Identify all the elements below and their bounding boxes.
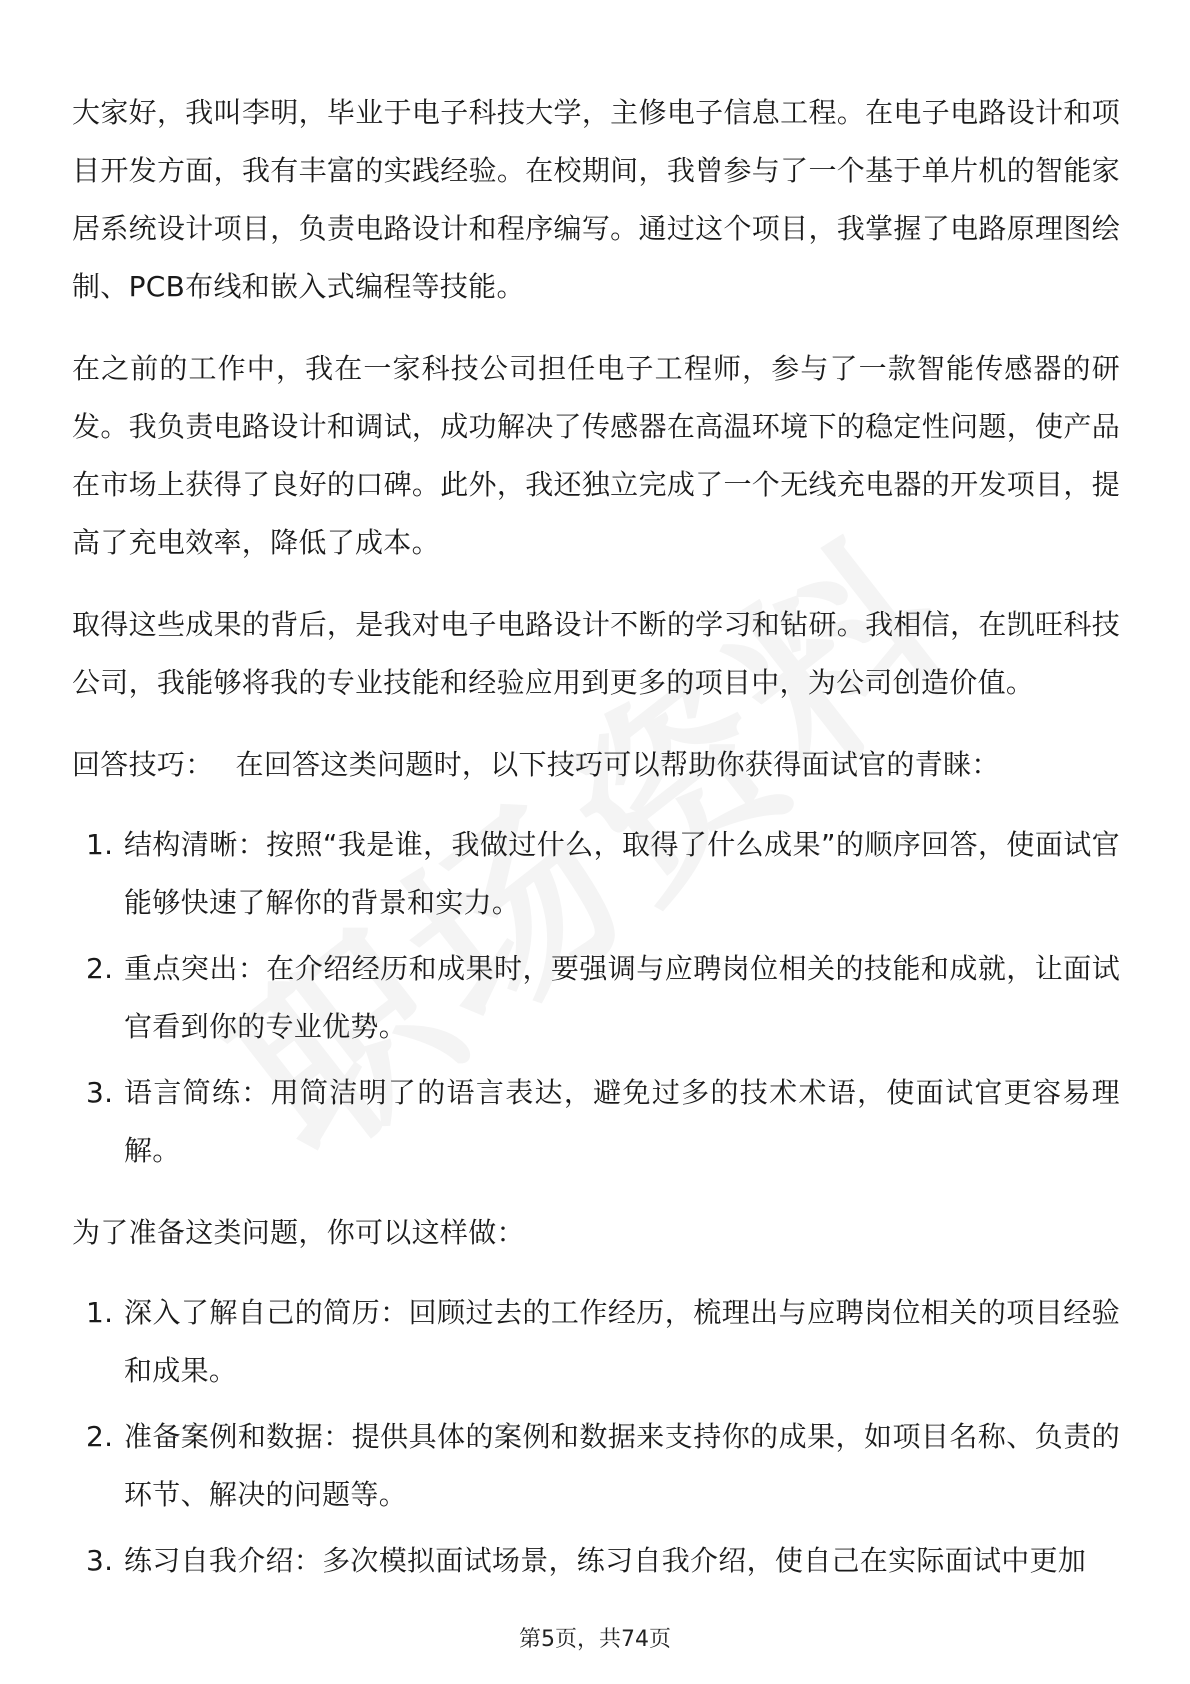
list-text: 语言简练：用简洁明了的语言表达，避免过多的技术术语，使面试官更容易理解。 [124,1076,1120,1167]
list-number: 1. [86,828,114,861]
list-number: 3. [86,1544,114,1577]
list-text: 重点突出：在介绍经历和成果时，要强调与应聘岗位相关的技能和成就，让面试官看到你的专业优势。 [124,952,1120,1043]
list-item [72,816,1120,932]
list-number: 2. [86,1420,114,1453]
prep-list [72,1284,1120,1590]
paragraph-intro: 大家好，我叫李明，毕业于电子科技大学，主修电子信息工程。在电子电路设计和项目开发方面，我有丰富的实践经验。在校期间，我曾参与了一个基于单片机的智能家居系统设计项目，负责电路设计和程序编写。通过这个项目，我掌握了电路原理图绘制、PCB布线和嵌入式编程等技能。 [72,96,1120,303]
prep-heading: 为了准备这类问题，你可以这样做： [72,1216,525,1249]
tips-label: 回答技巧： [72,748,214,781]
tips-heading [72,736,1120,794]
paragraph-summary: 取得这些成果的背后，是我对电子电路设计不断的学习和钻研。我相信，在凯旺科技公司，我能够将我的专业技能和经验应用到更多的项目中，为公司创造价值。 [72,608,1120,699]
list-text: 准备案例和数据：提供具体的案例和数据来支持你的成果，如项目名称、负责的环节、解决的问题等。 [124,1420,1120,1511]
tips-intro: 在回答这类问题时，以下技巧可以帮助你获得面试官的青睐： [235,748,1000,781]
page-number: 第5页，共74页 [519,1627,671,1652]
list-number: 2. [86,952,114,985]
list-number: 3. [86,1076,114,1109]
list-text: 结构清晰：按照“我是谁，我做过什么，取得了什么成果”的顺序回答，使面试官能够快速了解你的背景和实力。 [124,828,1120,919]
list-text: 练习自我介绍：多次模拟面试场景，练习自我介绍，使自己在实际面试中更加 [124,1544,1087,1577]
list-item [72,1284,1120,1400]
paragraph-work: 在之前的工作中，我在一家科技公司担任电子工程师，参与了一款智能传感器的研发。我负责电路设计和调试，成功解决了传感器在高温环境下的稳定性问题，使产品在市场上获得了良好的口碑。此外，我还独立完成了一个无线充电器的开发项目，提高了充电效率，降低了成本。 [72,352,1120,559]
document-body [72,84,1120,1614]
list-item [72,940,1120,1056]
tips-list [72,816,1120,1180]
list-item [72,1408,1120,1524]
list-item [72,1064,1120,1180]
list-item [72,1532,1120,1590]
list-number: 1. [86,1296,114,1329]
list-text: 深入了解自己的简历：回顾过去的工作经历，梳理出与应聘岗位相关的项目经验和成果。 [124,1296,1120,1387]
